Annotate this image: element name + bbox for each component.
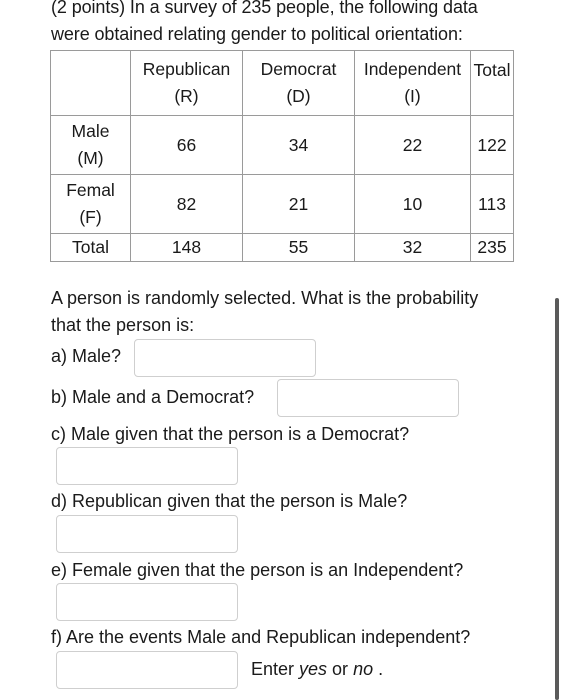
answer-b-input[interactable]: [277, 379, 459, 417]
question-c-label: c) Male given that the person is a Democrat?: [51, 424, 410, 444]
cell-male-democrat: 34: [243, 116, 355, 175]
cell-grand-total: 235: [471, 234, 514, 262]
question-prompt-line-1: A person is randomly selected. What is the probability: [51, 288, 479, 308]
table-row: [51, 175, 514, 234]
question-e-label: e) Female given that the person is an Independent?: [51, 560, 464, 580]
header-empty: [51, 51, 131, 116]
question-f-label: f) Are the events Male and Republican independent?: [51, 627, 471, 647]
table-header-row: [51, 51, 514, 116]
header-republican: Republican (R): [131, 51, 243, 116]
answer-d-input[interactable]: [56, 515, 238, 553]
row-label-total: Total: [51, 234, 131, 262]
header-independent: Independent (I): [355, 51, 471, 116]
table-row: [51, 116, 514, 175]
cell-male-independent: 22: [355, 116, 471, 175]
intro-line-2: were obtained relating gender to political orientation:: [51, 24, 463, 44]
header-total: Total: [471, 51, 514, 116]
question-d-label: d) Republican given that the person is Male?: [51, 491, 408, 511]
answer-a-input[interactable]: [134, 339, 316, 377]
cell-female-independent: 10: [355, 175, 471, 234]
survey-table: [50, 50, 514, 262]
answer-e-input[interactable]: [56, 583, 238, 621]
scrollbar[interactable]: [555, 298, 559, 700]
answer-c-input[interactable]: [56, 447, 238, 485]
header-democrat: Democrat (D): [243, 51, 355, 116]
answer-f-hint: Enter yes or no .: [251, 659, 384, 679]
cell-male-republican: 66: [131, 116, 243, 175]
answer-f-input[interactable]: [56, 651, 238, 689]
cell-total-independent: 32: [355, 234, 471, 262]
row-label-male: Male (M): [51, 116, 131, 175]
question-b-label: b) Male and a Democrat?: [51, 387, 255, 407]
question-prompt-line-2: that the person is:: [51, 315, 195, 335]
cell-female-democrat: 21: [243, 175, 355, 234]
cell-total-republican: 148: [131, 234, 243, 262]
cell-female-total: 113: [471, 175, 514, 234]
cell-total-democrat: 55: [243, 234, 355, 262]
question-a-label: a) Male?: [51, 346, 122, 366]
intro-line-1: (2 points) In a survey of 235 people, the following data: [51, 0, 478, 17]
cell-male-total: 122: [471, 116, 514, 175]
problem-intro: [51, 0, 521, 48]
table-total-row: [51, 234, 514, 262]
row-label-female: Femal (F): [51, 175, 131, 234]
cell-female-republican: 82: [131, 175, 243, 234]
